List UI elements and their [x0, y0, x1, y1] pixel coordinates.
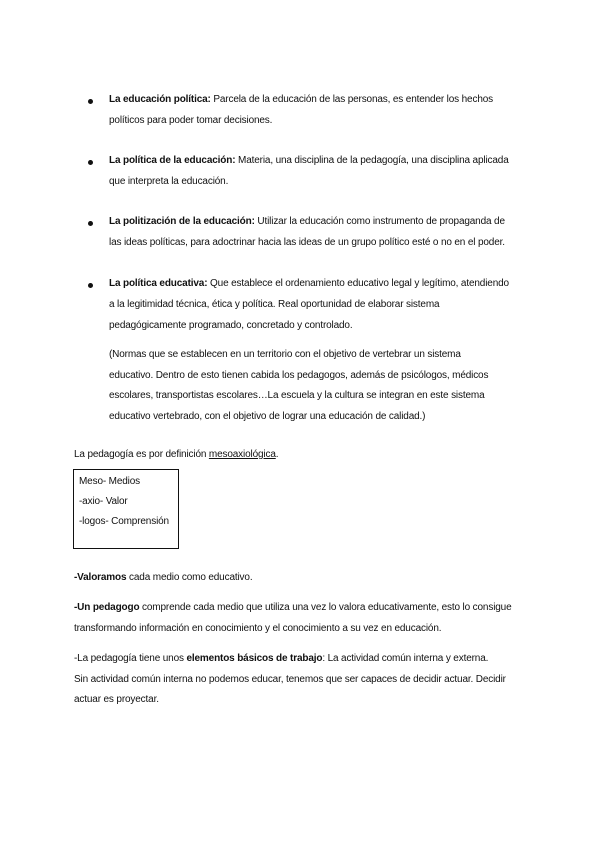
paragraph-text: comprende cada medio que utiliza una vez lo valora educativamente, esto lo consigue — [139, 602, 512, 613]
bullet-definition-line: Materia, una disciplina de la pedagogía, una disciplina aplicada — [235, 155, 509, 166]
definition-paragraph — [74, 445, 534, 466]
box-line-logos: -logos- Comprensión — [79, 516, 169, 527]
etymology-box — [73, 469, 179, 549]
bullet-dot — [88, 283, 93, 288]
paragraph-bold: elementos básicos de trabajo — [186, 653, 323, 664]
paragraph-valoramos — [74, 568, 534, 589]
definition-term: mesoaxiológica — [208, 449, 276, 460]
bullet-term: La política de la educación: — [109, 155, 236, 166]
bullet-term: La educación política: — [109, 94, 211, 105]
bullet-definition-line: Parcela de la educación de las personas, es entender los hechos — [210, 94, 493, 105]
note-line: (Normas que se establecen en un territorio con el objetivo de vertebrar un sistema — [109, 349, 461, 360]
bullet-term: La politización de la educación: — [109, 216, 255, 227]
bullet-definition-line: Que establece el ordenamiento educativo legal y legítimo, atendiendo — [207, 278, 509, 289]
paragraph-text: cada medio como educativo. — [126, 572, 253, 583]
paragraph-bold: -Valoramos — [74, 572, 127, 583]
bullet-text — [109, 273, 529, 336]
definition-suffix: . — [275, 449, 279, 460]
parenthetical-note — [109, 345, 519, 427]
bullet-definition-line: Utilizar la educación como instrumento de propaganda de — [254, 216, 505, 227]
paragraph-text: actuar es proyectar. — [74, 694, 159, 705]
bullet-term: La política educativa: — [109, 278, 208, 289]
bullet-definition-line: políticos para poder tomar decisiones. — [109, 115, 273, 126]
box-line-axio: -axio- Valor — [79, 496, 128, 507]
paragraph-elementos — [74, 649, 534, 711]
box-line-meso: Meso- Medios — [79, 476, 140, 487]
paragraph-bold: -Un pedagogo — [74, 602, 140, 613]
paragraph-text: : La actividad común interna y externa. — [322, 653, 489, 664]
paragraph-text: Sin actividad común interna no podemos educar, tenemos que ser capaces de decidir actuar. Decidir — [74, 673, 506, 685]
bullet-dot — [88, 160, 93, 165]
definition-prefix: La pedagogía es por definición — [74, 449, 209, 460]
note-line: escolares, transportistas escolares…La escuela y la cultura se integran en este sistema — [109, 390, 485, 401]
paragraph-pedagogo — [74, 598, 534, 639]
note-line: educativo. Dentro de esto tienen cabida los pedagogos, además de psicólogos, médicos — [109, 369, 489, 381]
bullet-definition-line: a la legitimidad técnica, ética y política. Real oportunidad de elaborar sistema — [109, 299, 440, 310]
paragraph-text: transformando información en conocimiento y el conocimiento a su vez en educación. — [74, 622, 442, 634]
bullet-dot — [88, 221, 93, 226]
bullet-dot — [88, 99, 93, 104]
bullet-definition-line: las ideas políticas, para adoctrinar hacia las ideas de un grupo político esté o no en el poder. — [109, 237, 505, 248]
bullet-text — [109, 211, 529, 253]
bullet-definition-line: pedagógicamente programado, concretado y controlado. — [109, 320, 353, 331]
note-line: educativo vertebrado, con el objetivo de lograr una educación de calidad.) — [109, 410, 426, 422]
bullet-text — [109, 150, 529, 192]
bullet-text — [109, 89, 529, 131]
bullet-definition-line: que interpreta la educación. — [109, 176, 229, 187]
paragraph-prefix: -La pedagogía tiene unos — [74, 653, 187, 664]
